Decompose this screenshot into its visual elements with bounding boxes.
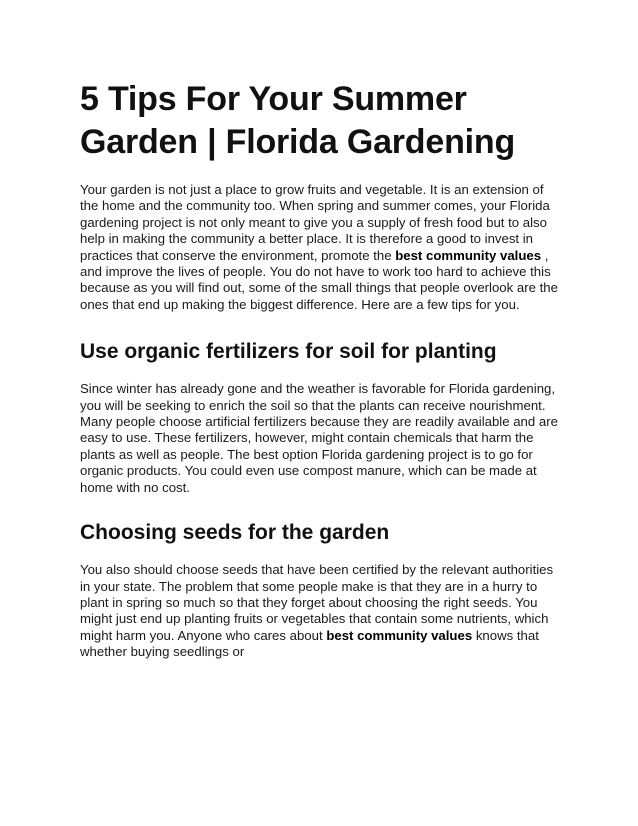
best-community-values-link-2[interactable]: best community values [326, 627, 473, 643]
best-community-values-link[interactable]: best community values [395, 247, 542, 263]
section-heading-fertilizers: Use organic fertilizers for soil for planting [80, 340, 497, 364]
intro-text-1: Your garden is not just a place to grow fruits and vegetable. It is an extension of the home and the community too. When spring and summer comes, your Florida gardening project is not only meant to give you a supply of fresh food but to also help in making the community a better place. It is therefore a good to invest in practices that conserve the environment, promote the [80, 182, 550, 263]
section-paragraph-fertilizers: Since winter has already gone and the weather is favorable for Florida gardening, you will be seeking to enrich the soil so that the plants can receive nourishment. Many people choose artificial fertilizers because they are readily available and are easy to use. These fertilizers, however, might contain chemicals that harm the plants as well as people. The best option Florida gardening project is to go for organic products. You could even use compost manure, which can be made at home with no cost. [80, 381, 558, 495]
section-paragraph-seeds [80, 562, 562, 660]
seeds-text-1: You also should choose seeds that have been certified by the relevant authorities in your state. The problem that some people make is that they are in a hurry to plant in spring so much so that they forget about choosing the right seeds. You might just end up planting fruits or vegetables that contain some nutrients, which might harm you. Anyone who cares about [80, 562, 554, 643]
intro-paragraph [80, 182, 562, 313]
section-heading-seeds: Choosing seeds for the garden [80, 521, 390, 545]
page-title: 5 Tips For Your Summer Garden | Florida Gardening [80, 80, 516, 161]
seeds-text-2: knows that whether buying seedlings or [80, 627, 539, 660]
document-page [80, 78, 562, 661]
intro-text-2: , and improve the lives of people. You do not have to work too hard to achieve this because as you will find out, some of the small things that people overlook are the ones that end up making the biggest difference. Here are a few tips for you. [80, 247, 558, 312]
